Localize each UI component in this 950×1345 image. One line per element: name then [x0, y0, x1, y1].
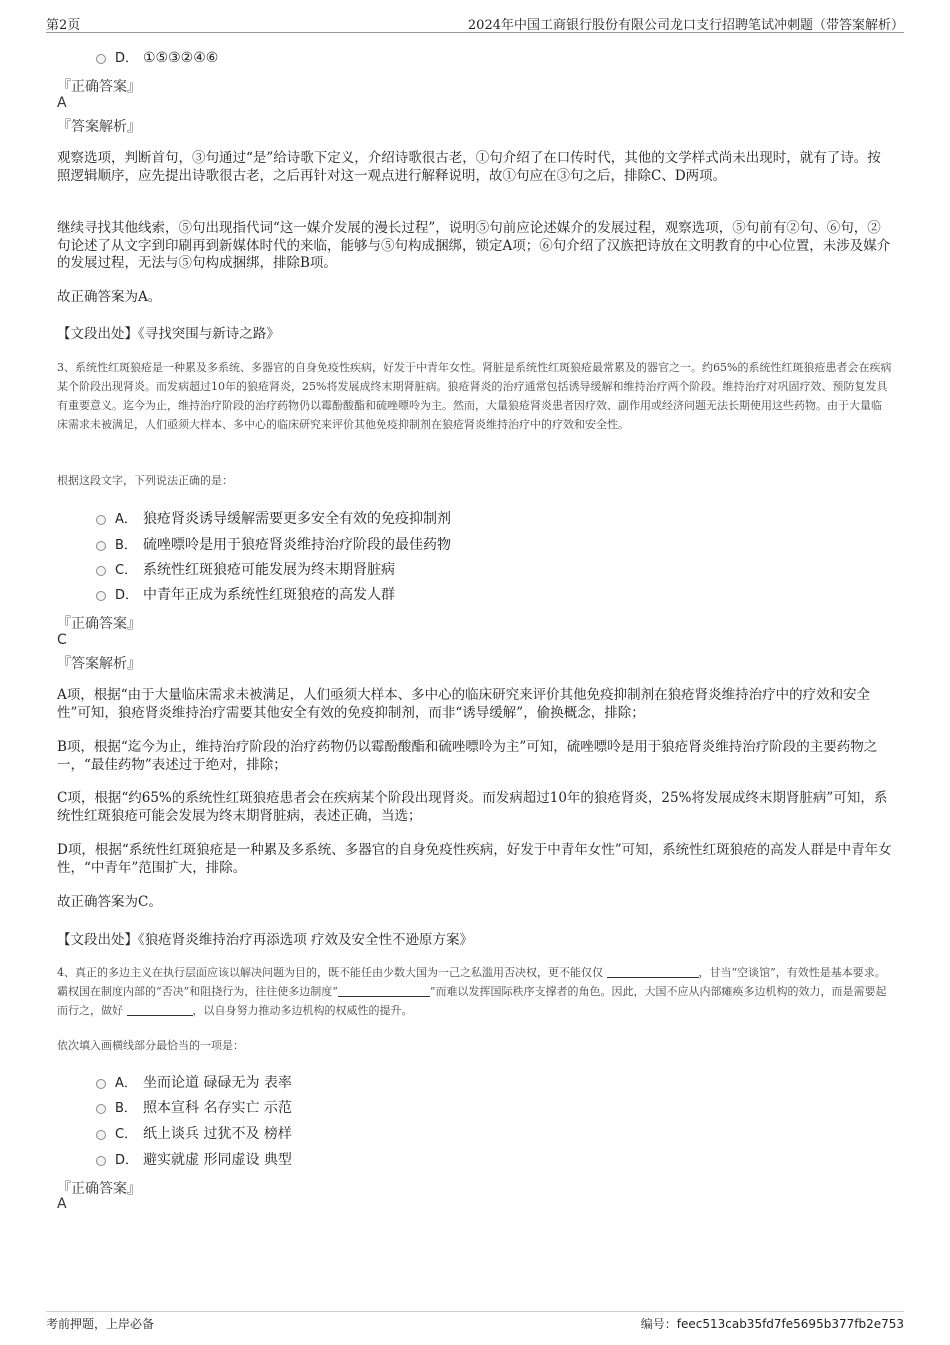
q3-question: 根据这段文字，下列说法正确的是： — [57, 474, 233, 487]
q4-question: 依次填入画横线部分最恰当的一项是： — [57, 1039, 244, 1052]
q3-source: 【文段出处】《狼疮肾炎维持治疗再添选项 疗效及安全性不逊原方案》 — [57, 932, 474, 948]
page-number: 第2页 — [46, 18, 81, 33]
q4-answer-label: 『正确答案』 — [57, 1181, 141, 1197]
q3-analysis-label: 『答案解析』 — [57, 656, 141, 672]
q4-answer: A — [57, 1196, 67, 1212]
q4-option-d[interactable]: D． 避实就虚 形同虚设 典型 — [96, 1149, 292, 1169]
radio-icon[interactable] — [96, 541, 106, 551]
radio-icon[interactable] — [96, 566, 106, 576]
q2-answer-label: 『正确答案』 — [57, 79, 141, 95]
q2-analysis-paragraph: 继续寻找其他线索，⑤句出现指代词“这一媒介发展的漫长过程”，说明⑤句前应论述媒介的发展过程，观察选项，⑤句前有②句、⑥句，②句论述了从文字到印刷再到新媒体时代的来临，能够与⑤句构成捆绑，锁定A项；⑥句介绍了汉族把诗放在文明教育的中心位置，未涉及媒介的发展过程，无法与⑤句构成捆绑，排除B项。 — [57, 220, 891, 271]
q2-option-d[interactable]: D． ①⑤③②④⑥ — [96, 47, 218, 66]
q3-option-b[interactable]: B． 硫唑嘌呤是用于狼疮肾炎维持治疗阶段的最佳药物 — [96, 534, 451, 554]
q2-answer: A — [57, 95, 67, 111]
q4-blank-1 — [607, 965, 699, 978]
q3-answer: C — [57, 632, 67, 648]
q4-option-a[interactable]: A． 坐而论道 碌碌无为 表率 — [96, 1072, 292, 1092]
q3-option-c[interactable]: C． 系统性红斑狼疮可能发展为终末期肾脏病 — [96, 559, 395, 579]
q2-analysis-paragraph: 观察选项，判断首句，③句通过“是”给诗歌下定义，介绍诗歌很古老，①句介绍了在口传时代，其他的文学样式尚未出现时，就有了诗。按照逻辑顺序，应先提出诗歌很古老，之后再针对这一观点进行解释说明，故①句应在③句之后，排除C、D两项。 — [57, 150, 881, 184]
radio-icon[interactable] — [96, 1104, 106, 1114]
q4-blank-2 — [338, 984, 430, 997]
q3-analysis-paragraph: C项，根据“约65%的系统性红斑狼疮患者会在疾病某个阶段出现肾炎。而发病超过10年的狼疮肾炎，25%将发展成终末期肾脏病”可知，系统性红斑狼疮可能会发展为终末期肾脏病，表述正确，当选； — [57, 790, 888, 824]
q3-option-d[interactable]: D． 中青年正成为系统性红斑狼疮的高发人群 — [96, 584, 395, 604]
page-header — [46, 12, 904, 33]
radio-icon[interactable] — [96, 54, 106, 64]
radio-icon[interactable] — [96, 591, 106, 601]
page-footer — [46, 1311, 904, 1338]
q3-passage: 3、系统性红斑狼疮是一种累及多系统、多器官的自身免疫性疾病，好发于中青年女性。肾脏是系统性红斑狼疮最常累及的器官之一。约65%的系统性红斑狼疮患者会在疾病某个阶段出现肾炎。而发病超过10年的狼疮肾炎，25%将发展成终末期肾脏病。狼疮肾炎的治疗通常包括诱导缓解和维持治疗两个阶段。维持治疗对巩固疗效、预防复发具有重要意义。迄今为止，维持治疗阶段的治疗药物仍以霉酚酸酯和硫唑嘌呤为主。然而，大量狼疮肾炎患者因疗效、副作用或经济问题无法长期使用这些药物。由于大量临床需求未被满足，人们亟须大样本、多中心的临床研究来评价其他免疫抑制剂在狼疮肾炎维持治疗中的疗效和安全性。 — [57, 361, 892, 431]
q4-option-b[interactable]: B． 照本宣科 名存实亡 示范 — [96, 1097, 292, 1117]
q3-analysis-paragraph: A项，根据“由于大量临床需求未被满足，人们亟须大样本、多中心的临床研究来评价其他免疫抑制剂在狼疮肾炎维持治疗中的疗效和安全性”可知，狼疮肾炎维持治疗需要其他安全有效的免疫抑制剂，而非“诱导缓解”，偷换概念，排除； — [57, 687, 871, 721]
q3-option-a[interactable]: A． 狼疮肾炎诱导缓解需要更多安全有效的免疫抑制剂 — [96, 508, 451, 528]
q3-conclusion: 故正确答案为C。 — [57, 894, 162, 910]
q3-analysis-paragraph: B项，根据“迄今为止，维持治疗阶段的治疗药物仍以霉酚酸酯和硫唑嘌呤为主”可知，硫唑嘌呤是用于狼疮肾炎维持治疗阶段的主要药物之一，“最佳药物”表述过于绝对，排除； — [57, 739, 878, 773]
radio-icon[interactable] — [96, 1156, 106, 1166]
q2-source: 【文段出处】《寻找突围与新诗之路》 — [57, 326, 280, 342]
q3-analysis-paragraph: D项，根据“系统性红斑狼疮是一种累及多系统、多器官的自身免疫性疾病，好发于中青年女性”可知，系统性红斑狼疮的高发人群是中青年女性，“中青年”范围扩大，排除。 — [57, 842, 892, 876]
q4-blank-3 — [127, 1003, 193, 1016]
q2-conclusion: 故正确答案为A。 — [57, 289, 162, 305]
q2-analysis-label: 『答案解析』 — [57, 119, 141, 135]
radio-icon[interactable] — [96, 515, 106, 525]
q4-option-c[interactable]: C． 纸上谈兵 过犹不及 榜样 — [96, 1123, 292, 1143]
footer-slogan: 考前押题，上岸必备 — [46, 1317, 155, 1331]
document-title: 2024年中国工商银行股份有限公司龙口支行招聘笔试冲刺题（带答案解析） — [467, 18, 904, 33]
q3-answer-label: 『正确答案』 — [57, 616, 141, 632]
radio-icon[interactable] — [96, 1130, 106, 1140]
radio-icon[interactable] — [96, 1079, 106, 1089]
q4-passage: 4、真正的多边主义在执行层面应该以解决问题为目的，既不能任由少数大国为一己之私滥用否决权，更不能仅仅 ，甘当“空谈馆”，有效性是基本要求。霸权国在制度内部的“否决”和阻挠行为，往往使多边制度“ ”而难以发挥国际秩序支撑者的角色。因此，大国不应从内部瘫痪多边机构的效力，而是需要起而行之，做好 ，以自身努力推动多边机构的权威性的提升。 — [57, 966, 887, 1017]
document-code: 编号：feec513cab35fd7fe5695b377fb2e753 — [640, 1317, 904, 1331]
